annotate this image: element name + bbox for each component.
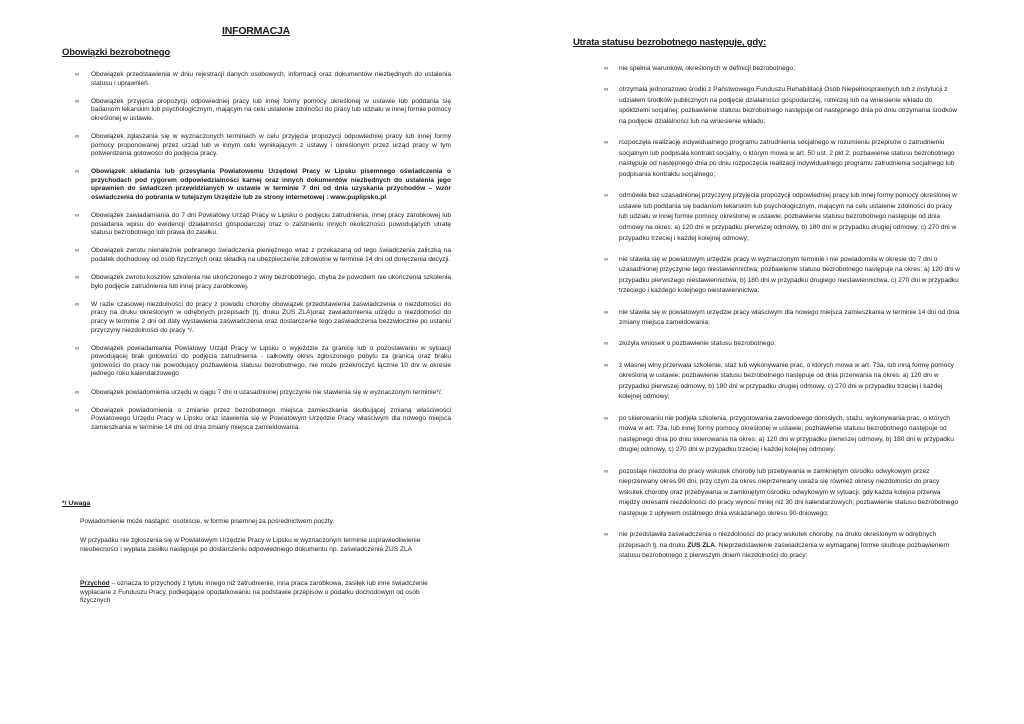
list-item — [604, 530, 962, 562]
status-loss-list — [604, 64, 962, 573]
list-item — [604, 467, 962, 520]
list-item — [75, 389, 451, 398]
duties-list — [75, 71, 451, 442]
list-item — [604, 85, 962, 127]
list-item-text-part: nie przedstawiła zaświadczenia o niezdolności do pracy wskutek choroby, na druku określonym w odrębnych przepisach tj. na druku — [619, 531, 937, 549]
list-item-text: rozpoczęła realizację indywidualnego programu zatrudnienia socjalnego w rozumieniu przepisów o zatrudnieniu socjalnym lub podpisała kontrakt socjalny, o którym mowa w art. 50 ust. 2 pkt 2; pozbawienie statusu bezrobotnego następuje od następnego dnia po dniu rozpoczęcia realizacji indywidualnego programu zatrudnienia socjalnego lub podpisania kontraktu socjalnego; — [619, 139, 955, 178]
infinity-bullet-icon: ∞ — [604, 309, 609, 316]
page-title: INFORMACJA — [222, 25, 290, 37]
list-item-text: Obowiązek powiadomienia o zmianie przez bezrobotnego miejsca zamieszkania skutkującej zmianą właściwości Powiatowego Urzędu Pracy w Lipsku oraz stawienia się w Powiatowym Urzędzie Pracy właściwym dla nowego miejsca zamieszkania w terminie 14 dni od dnia zmiany miejsca zamieldowania. — [91, 406, 451, 431]
list-item — [75, 274, 451, 291]
left-heading: Obowiązki bezrobotnego — [62, 47, 171, 58]
infinity-bullet-icon: ∞ — [75, 169, 80, 176]
list-item — [75, 168, 451, 202]
list-item — [604, 255, 962, 297]
infinity-bullet-icon: ∞ — [604, 66, 609, 72]
infinity-bullet-icon: ∞ — [75, 275, 80, 282]
income-term: Przychód — [80, 580, 110, 587]
infinity-bullet-icon: ∞ — [75, 345, 80, 352]
zus-zla-term: ZUS ZLA — [687, 541, 716, 549]
list-item — [604, 308, 962, 329]
note-paragraph: Powiadomienie może nastąpić: osobiście, w formie pisemnej za pośrednictwem poczty. — [80, 518, 335, 525]
infinity-bullet-icon: ∞ — [604, 87, 609, 94]
list-item-text: z własnej winy przerwała szkolenie, staż lub wykonywanie prac, o których mowa w art. 73a, lub inną formę pomocy określoną w ustawie; pozbawienie statusu bezrobotnego następuje od dnia przerwania na okres: a) 120 dni w przypadku pierwszej odmowy, b) 180 dni w przypadku drugiej odmowy, c) 270 dni w przypadku trzeciej i każdej kolejnej odmowy; — [619, 361, 954, 401]
income-definition — [80, 580, 450, 606]
list-item-text: Obowiązek powiadomienia urzędu w ciągu 7 dni o uzasadnionej przyczynie nie stawienia się w wyznaczonym terminie*/. — [91, 388, 443, 396]
list-item-text: Obowiązek przyjęcia propozycji odpowiedniej pracy lub innej formy pomocy określonej w ustawie lub poddania się badaniom lekarskim lub psychologicznym, mającym na celu ustalenie zdolności do pracy lub udziału w innej formie pomocy określonej w ustawie. — [91, 97, 451, 122]
infinity-bullet-icon: ∞ — [75, 248, 80, 255]
list-item-text: nie spełnia warunków, określonych w definicji bezrobotnego; — [619, 65, 795, 72]
list-item-text: odmówiła bez uzasadnionej przyczyny przyjęcia propozycji odpowiedniej pracy lub innej formy pomocy określonej w ustawie lub poddania się badaniom lekarskim lub psychologicznym, mającym na celu ustalenie zdolności do pracy lub udziału w innej formie pomocy określonej w ustawie; pozbawienie statusu bezrobotnego następuje od dnia odmowy na okres: a) 120 dni w przypadku pierwszej odmowy, b) 180 dni w przypadku drugiej odmowy, c) 270 dni w przypadku trzeciej i każdej kolejnej odmowy; — [619, 192, 957, 242]
list-item-text: po skierowaniu nie podjęła szkolenia, przygotowania zawodowego dorosłych, stażu, wykonywania prac, o których mowa w art. 73a, lub innej formy pomocy określonej w ustawie; pozbawienie statusu bezrobotnego następuje od następnego dnia po dniu skierowania na okres: a) 120 dni w przypadku pierwszej odmowy, b) 180 dni w przypadku drugiej odmowy, c) 270 dni w przypadku trzeciej i każdej kolejnej odmowy; — [619, 414, 954, 454]
list-item — [604, 414, 962, 456]
right-heading: Utrata statusu bezrobotnego następuje, gdy: — [573, 37, 767, 48]
list-item — [75, 407, 451, 433]
list-item — [604, 138, 962, 180]
list-item-text: pozostaje niezdolna do pracy wskutek choroby lub przebywania w zamkniętym ośrodku odwykowym przez nieprzerwany okres 90 dni, przy czym za okres nieprzerwany uważa się również okresy niezdolności do pracy wskutek choroby oraz przebywania w zamkniętym ośrodku odwykowym w sytuacji, gdy każda kolejna przerwa między okresami niezdolności do pracy wynosi mniej niż 30 dni kalendarzowych; pozbawienie statusu bezrobotnego następuje z upływem ostatniego dnia wskazanego okresu 90-dniowego; — [619, 467, 959, 517]
list-item-text: Obowiązek zawiadamiania do 7 dni Powiatowy Urząd Pracy w Lipsku o podjęciu zatrudnienia, innej pracy zarobkowej lub posiadania wpisu do ewidencji działalności gospodarczej oraz o zaistnieniu innych okoliczności powodujących utratę statusu bezrobotnego lub prawa do zasiłku. — [91, 212, 451, 237]
list-item-text: otrzymała jednorazowo środki z Państwowego Funduszu Rehabilitacji Osób Niepełnosprawnych lub z instytucji z udziałem środków publicznych na podjęcie działalności gospodarczej, rolniczej lub na wniesienie wkładu do spółdzielni socjalnej; pozbawienie statusu bezrobotnego następuje od następnego dnia po dniu otrzymania środków na podjęcie działalności lub na wniesienie wkładu; — [619, 86, 957, 125]
list-item — [75, 98, 451, 124]
list-item-text: nie stawiła się w powiatowym urzędzie pracy właściwym dla nowego miejsca zamieszkania w terminie 14 dni od dnia zmiany miejsca zameldowania; — [619, 308, 960, 327]
list-item-text-part: . Nieprzedstawienie zaświadczenia w wymaganej formie skutkuje pozbawieniem statusu bezrobotnego z pierwszym dniem niezdolności do pracy; — [619, 541, 950, 560]
list-item — [75, 212, 451, 238]
list-item — [75, 71, 451, 88]
list-item — [604, 191, 962, 244]
note-heading: */ Uwaga — [62, 500, 91, 507]
list-item-text: Obowiązek zwrotu kosztów szkolenia nie ukończonego z winy bezrobotnego, chyba że powodem nie ukończenia szkolenia było podjęcie zatrudnienia lub innej pracy zarobkowej. — [91, 274, 451, 290]
infinity-bullet-icon: ∞ — [75, 98, 80, 105]
list-item-text: złożyła wniosek o pozbawienie statusu bezrobotnego; — [619, 340, 776, 348]
income-definition-text: – oznacza to przychody z tytułu innego niż zatrudnienie, inna praca zarobkowa, zasiłek lub inne świadczenie wypłacane z Funduszu Pracy, podlegające opodatkowaniu na podstawie przepisów o podatku dochodowym od osób fizycznych — [80, 580, 428, 605]
infinity-bullet-icon: ∞ — [75, 213, 80, 220]
infinity-bullet-icon: ∞ — [604, 140, 609, 147]
infinity-bullet-icon: ∞ — [604, 468, 609, 475]
list-item-text: Obowiązek zgłaszania się w wyznaczonych terminach w celu przyjęcia propozycji odpowiedniej pracy lub innej formy pomocy proponowanej przez urząd lub w innym celu wynikającym z ustawy i określonym przez urząd pracy w tym potwierdzenia gotowości do podjęcia pracy. — [91, 132, 451, 158]
list-item-text: Obowiązek przedstawienia w dniu rejestracji danych osobowych, informacji oraz dokumentów niezbędnych do ustalenia statusu i uprawnień. — [91, 71, 451, 87]
list-item — [75, 345, 451, 379]
infinity-bullet-icon: ∞ — [75, 389, 80, 396]
infinity-bullet-icon: ∞ — [604, 193, 609, 200]
list-item-text: Obowiązek składania lub przesyłania Powiatowemu Urzędowi Pracy w Lipsku pisemnego oświadczenia o przychodach pod rygorem odpowiedzialności karnej oraz innych dokumentów niezbędnych do ustalenia jego uprawnień do świadczeń przewidzianych w ustawie w terminie 7 dni od dnia uzyskania przychodów – wzór oświadczenia do pobrania w tutejszym Urzędzie lub ze strony internetowej : www.puplipsko.pl — [91, 168, 451, 202]
infinity-bullet-icon: ∞ — [604, 256, 609, 263]
infinity-bullet-icon: ∞ — [604, 362, 609, 369]
list-item-text: Obowiązek zwrotu nienależnie pobranego świadczenia pieniężnego wraz z przekazaną od tego świadczenia zaliczką na podatek dochodowy od osób fizycznych oraz składką na ubezpieczenie zdrowotne w terminie 14 dni od doręczenia decyzji. — [91, 247, 451, 263]
infinity-bullet-icon: ∞ — [75, 133, 80, 140]
infinity-bullet-icon: ∞ — [604, 532, 609, 539]
infinity-bullet-icon: ∞ — [604, 415, 609, 422]
infinity-bullet-icon: ∞ — [604, 341, 609, 348]
list-item — [75, 301, 451, 335]
list-item-text: nie stawiła się w powiatowym urzędzie pracy w wyznaczonym terminie i nie powiadomiła w okresie do 7 dni o uzasadnionej przyczynie tego niestawiennictwa; pozbawienie statusu bezrobotnego następuje na okres: a) 120 dni w przypadku pierwszego niestawiennictwa, b) 180 dni w przypadku drugiego niestawiennictwa, c) 270 dni w przypadku trzeciego i każdego kolejnego niestawiennictwa; — [619, 255, 960, 295]
list-item-text: W razie czasowej niezdolności do pracy z powodu choroby obowiązek przedstawienia zaświadczenia o niezdolności do pracy na druku określonym w odrębnych przepisach (tj. druku ZUS ZLA)oraz zawiadomienia urzędu o niezdolności do pracy w terminie 2 dni od daty wystawienia zaświadczenia oraz dostarczenie tego zaświadczenia bezzwłocznie po ustaniu przyczyny niezdolności do pracy */. — [91, 300, 451, 334]
infinity-bullet-icon: ∞ — [75, 301, 80, 308]
list-item — [604, 339, 962, 350]
infinity-bullet-icon: ∞ — [75, 407, 80, 414]
list-item — [75, 247, 451, 264]
infinity-bullet-icon: ∞ — [75, 72, 80, 78]
list-item-text: Obowiązek powiadamiania Powiatowy Urząd Pracy w Lipsku o wyjeździe za granicę lub o pozostawaniu w sytuacji powodującej brak gotowości do podjęcia zatrudnienia - całkowity okres zgłoszonego pobytu za granicą oraz braku gotowości do pracy nie powodujący pozbawienia statusu bezrobotnego, nie może przekroczyć łącznie 10 dni w okresie jednego roku kalendarzowego — [91, 344, 451, 378]
list-item-text — [619, 530, 962, 562]
list-item — [604, 361, 962, 403]
list-item — [75, 133, 451, 159]
note-paragraph: W przypadku nie zgłoszenia się w Powiatowym Urzędzie Pracy w Lipsku w wyznaczonym terminie usprawiedliwienie nieobecności i wypłata zasiłku następuje po dostarczeniu odpowiedniego dokumentu np. zaświadczenie ZUS ZLA — [80, 537, 421, 553]
list-item — [604, 64, 962, 75]
